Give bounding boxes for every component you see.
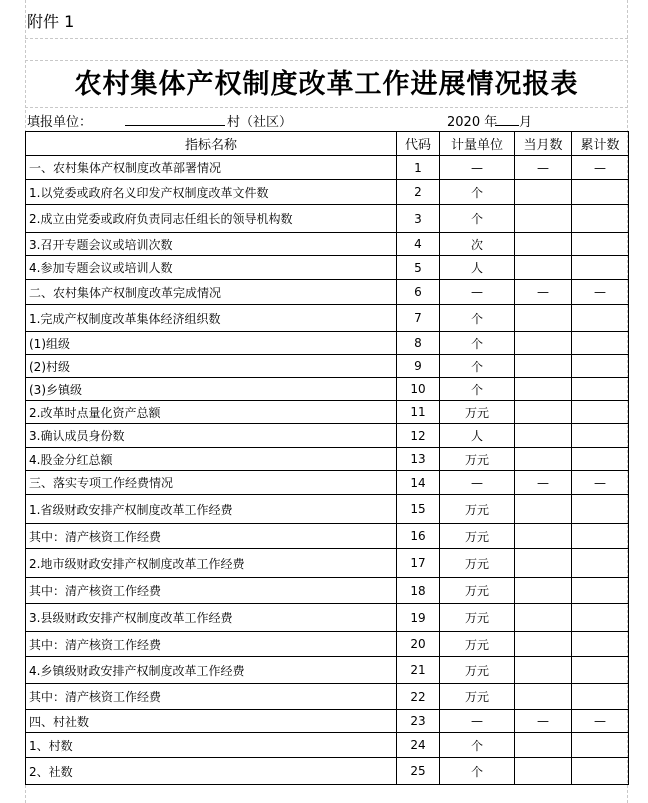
table-row xyxy=(26,332,629,355)
cumulative-cell[interactable] xyxy=(572,256,629,280)
cumulative-cell[interactable] xyxy=(572,355,629,378)
indicator-name-cell: (1)组级 xyxy=(26,332,397,355)
indicator-name-cell: 3.县级财政安排产权制度改革工作经费 xyxy=(26,604,397,632)
report-table xyxy=(25,131,629,785)
table-row xyxy=(26,471,629,495)
table-row xyxy=(26,205,629,233)
unit-cell: 万元 xyxy=(440,684,515,710)
table-row xyxy=(26,758,629,785)
cumulative-cell[interactable] xyxy=(572,378,629,401)
code-cell: 15 xyxy=(397,495,440,524)
month-label: 月 xyxy=(519,115,533,130)
unit-cell: 个 xyxy=(440,305,515,332)
table-row xyxy=(26,733,629,758)
current-month-cell[interactable] xyxy=(515,578,572,604)
cumulative-cell[interactable]: — xyxy=(572,710,629,733)
code-cell: 6 xyxy=(397,280,440,305)
indicator-name-cell: 其中：清产核资工作经费 xyxy=(26,632,397,657)
current-month-cell[interactable] xyxy=(515,256,572,280)
cumulative-cell[interactable] xyxy=(572,684,629,710)
table-row xyxy=(26,180,629,205)
attachment-label: 附件 1 xyxy=(27,12,75,31)
current-month-cell[interactable] xyxy=(515,524,572,549)
current-month-cell[interactable] xyxy=(515,657,572,684)
cumulative-cell[interactable] xyxy=(572,758,629,785)
current-month-cell[interactable]: — xyxy=(515,710,572,733)
indicator-name-cell: 4.股金分红总额 xyxy=(26,448,397,471)
indicator-name-cell: 3.确认成员身份数 xyxy=(26,424,397,448)
unit-cell: 万元 xyxy=(440,657,515,684)
indicator-name-cell: 2.地市级财政安排产权制度改革工作经费 xyxy=(26,549,397,578)
code-cell: 5 xyxy=(397,256,440,280)
cumulative-cell[interactable] xyxy=(572,578,629,604)
unit-cell: 人 xyxy=(440,256,515,280)
current-month-cell[interactable]: — xyxy=(515,280,572,305)
unit-cell: 个 xyxy=(440,205,515,233)
current-month-cell[interactable] xyxy=(515,495,572,524)
table-row xyxy=(26,378,629,401)
indicator-name-cell: 一、农村集体产权制度改革部署情况 xyxy=(26,156,397,180)
current-month-cell[interactable]: — xyxy=(515,156,572,180)
code-cell: 11 xyxy=(397,401,440,424)
header-cumulative: 累计数 xyxy=(572,132,629,156)
unit-cell: 个 xyxy=(440,180,515,205)
code-cell: 3 xyxy=(397,205,440,233)
cumulative-cell[interactable] xyxy=(572,448,629,471)
table-row xyxy=(26,524,629,549)
table-row xyxy=(26,156,629,180)
code-cell: 21 xyxy=(397,657,440,684)
current-month-cell[interactable] xyxy=(515,233,572,256)
code-cell: 22 xyxy=(397,684,440,710)
table-row xyxy=(26,448,629,471)
sheet-gridline xyxy=(25,60,628,61)
unit-cell: 万元 xyxy=(440,401,515,424)
unit-cell: 个 xyxy=(440,332,515,355)
table-row xyxy=(26,549,629,578)
cumulative-cell[interactable] xyxy=(572,424,629,448)
table-row xyxy=(26,256,629,280)
cumulative-cell[interactable] xyxy=(572,205,629,233)
unit-cell: — xyxy=(440,280,515,305)
code-cell: 17 xyxy=(397,549,440,578)
report-title: 农村集体产权制度改革工作进展情况报表 xyxy=(74,69,579,100)
month-blank[interactable] xyxy=(495,111,519,126)
table-row xyxy=(26,233,629,256)
unit-cell: — xyxy=(440,156,515,180)
indicator-name-cell: 四、村社数 xyxy=(26,710,397,733)
current-month-cell[interactable] xyxy=(515,305,572,332)
table-row xyxy=(26,401,629,424)
year-label: 2020 年 xyxy=(447,115,498,130)
village-label: 村（社区） xyxy=(227,115,293,130)
table-row xyxy=(26,424,629,448)
cumulative-cell[interactable] xyxy=(572,549,629,578)
current-month-cell[interactable] xyxy=(515,758,572,785)
current-month-cell[interactable] xyxy=(515,684,572,710)
unit-cell: 人 xyxy=(440,424,515,448)
current-month-cell[interactable] xyxy=(515,424,572,448)
header-unit: 计量单位 xyxy=(440,132,515,156)
unit-cell: 个 xyxy=(440,378,515,401)
table-row xyxy=(26,305,629,332)
indicator-name-cell: 二、农村集体产权制度改革完成情况 xyxy=(26,280,397,305)
unit-cell: 万元 xyxy=(440,604,515,632)
unit-cell: 万元 xyxy=(440,632,515,657)
code-cell: 25 xyxy=(397,758,440,785)
code-cell: 4 xyxy=(397,233,440,256)
indicator-name-cell: 4.参加专题会议或培训人数 xyxy=(26,256,397,280)
unit-cell: 个 xyxy=(440,758,515,785)
indicator-name-cell: 其中：清产核资工作经费 xyxy=(26,524,397,549)
code-cell: 8 xyxy=(397,332,440,355)
unit-cell: 个 xyxy=(440,733,515,758)
unit-cell: — xyxy=(440,710,515,733)
indicator-name-cell: 1.省级财政安排产权制度改革工作经费 xyxy=(26,495,397,524)
code-cell: 16 xyxy=(397,524,440,549)
cumulative-cell[interactable] xyxy=(572,657,629,684)
unit-cell: 万元 xyxy=(440,495,515,524)
code-cell: 14 xyxy=(397,471,440,495)
indicator-name-cell: 1.完成产权制度改革集体经济组织数 xyxy=(26,305,397,332)
cumulative-cell[interactable] xyxy=(572,632,629,657)
code-cell: 18 xyxy=(397,578,440,604)
indicator-name-cell: 1、村数 xyxy=(26,733,397,758)
indicator-name-cell: (3)乡镇级 xyxy=(26,378,397,401)
current-month-cell[interactable] xyxy=(515,378,572,401)
indicator-name-cell: 4.乡镇级财政安排产权制度改革工作经费 xyxy=(26,657,397,684)
indicator-name-cell: 其中：清产核资工作经费 xyxy=(26,684,397,710)
table-row xyxy=(26,657,629,684)
cumulative-cell[interactable]: — xyxy=(572,156,629,180)
current-month-cell[interactable]: — xyxy=(515,471,572,495)
sheet-gridline xyxy=(25,38,628,39)
indicator-name-cell: 2.改革时点量化资产总额 xyxy=(26,401,397,424)
current-month-cell[interactable] xyxy=(515,205,572,233)
cumulative-cell[interactable] xyxy=(572,495,629,524)
code-cell: 20 xyxy=(397,632,440,657)
header-indicator-name: 指标名称 xyxy=(26,132,397,156)
indicator-name-cell: 2.成立由党委或政府负责同志任组长的领导机构数 xyxy=(26,205,397,233)
code-cell: 7 xyxy=(397,305,440,332)
table-row xyxy=(26,355,629,378)
table-row xyxy=(26,632,629,657)
reporting-unit-blank[interactable] xyxy=(125,111,225,126)
code-cell: 13 xyxy=(397,448,440,471)
cumulative-cell[interactable] xyxy=(572,604,629,632)
code-cell: 10 xyxy=(397,378,440,401)
indicator-name-cell: 2、社数 xyxy=(26,758,397,785)
code-cell: 23 xyxy=(397,710,440,733)
indicator-name-cell: 三、落实专项工作经费情况 xyxy=(26,471,397,495)
indicator-name-cell: 3.召开专题会议或培训次数 xyxy=(26,233,397,256)
cumulative-cell[interactable]: — xyxy=(572,471,629,495)
code-cell: 24 xyxy=(397,733,440,758)
current-month-cell[interactable] xyxy=(515,549,572,578)
code-cell: 1 xyxy=(397,156,440,180)
unit-cell: 万元 xyxy=(440,578,515,604)
unit-cell: 万元 xyxy=(440,448,515,471)
current-month-cell[interactable] xyxy=(515,733,572,758)
table-row xyxy=(26,578,629,604)
cumulative-cell[interactable] xyxy=(572,305,629,332)
cumulative-cell[interactable]: — xyxy=(572,280,629,305)
current-month-cell[interactable] xyxy=(515,632,572,657)
current-month-cell[interactable] xyxy=(515,180,572,205)
cumulative-cell[interactable] xyxy=(572,401,629,424)
fill-in-row xyxy=(25,108,628,130)
indicator-name-cell: (2)村级 xyxy=(26,355,397,378)
cumulative-cell[interactable] xyxy=(572,332,629,355)
unit-cell: 个 xyxy=(440,355,515,378)
indicator-name-cell: 其中：清产核资工作经费 xyxy=(26,578,397,604)
current-month-cell[interactable] xyxy=(515,332,572,355)
header-current-month: 当月数 xyxy=(515,132,572,156)
header-code: 代码 xyxy=(397,132,440,156)
reporting-unit-label: 填报单位： xyxy=(27,115,93,130)
indicator-name-cell: 1.以党委或政府名义印发产权制度改革文件数 xyxy=(26,180,397,205)
table-row xyxy=(26,684,629,710)
current-month-cell[interactable] xyxy=(515,401,572,424)
code-cell: 2 xyxy=(397,180,440,205)
code-cell: 9 xyxy=(397,355,440,378)
current-month-cell[interactable] xyxy=(515,604,572,632)
table-header-row xyxy=(26,132,629,156)
table-row xyxy=(26,710,629,733)
unit-cell: — xyxy=(440,471,515,495)
current-month-cell[interactable] xyxy=(515,355,572,378)
table-row xyxy=(26,495,629,524)
cumulative-cell[interactable] xyxy=(572,233,629,256)
unit-cell: 次 xyxy=(440,233,515,256)
unit-cell: 万元 xyxy=(440,524,515,549)
cumulative-cell[interactable] xyxy=(572,524,629,549)
cumulative-cell[interactable] xyxy=(572,733,629,758)
current-month-cell[interactable] xyxy=(515,448,572,471)
cumulative-cell[interactable] xyxy=(572,180,629,205)
table-row xyxy=(26,604,629,632)
unit-cell: 万元 xyxy=(440,549,515,578)
table-row xyxy=(26,280,629,305)
code-cell: 19 xyxy=(397,604,440,632)
code-cell: 12 xyxy=(397,424,440,448)
